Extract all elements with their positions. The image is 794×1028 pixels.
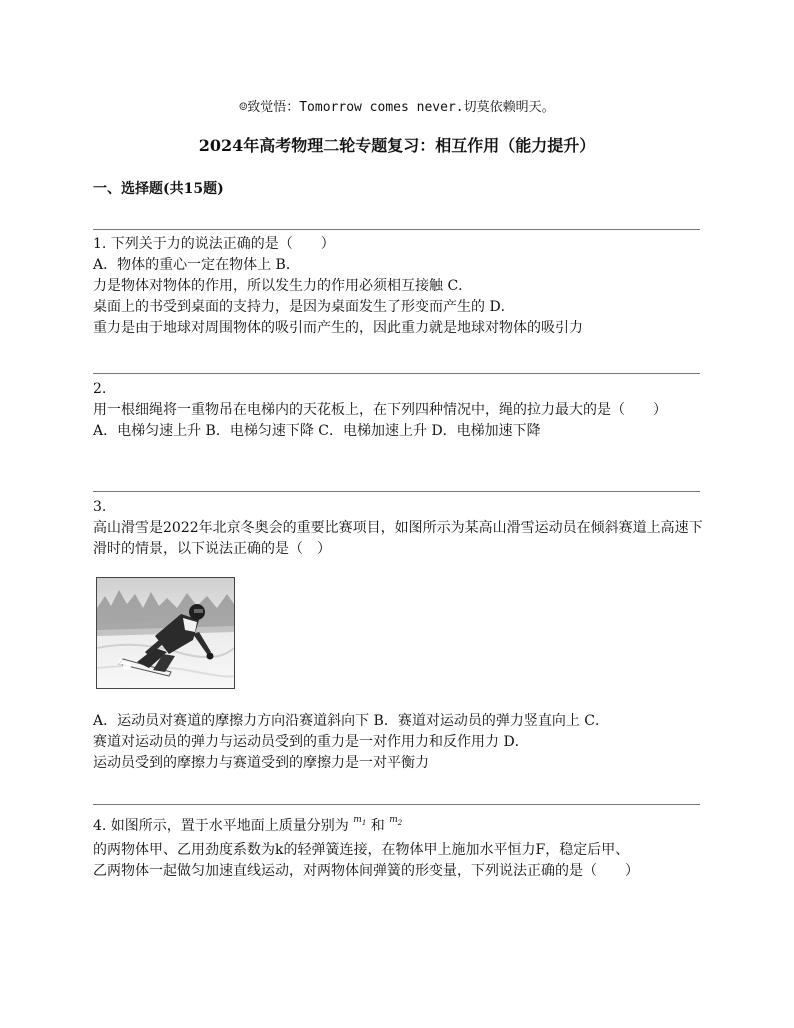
mass-m1: m1 bbox=[353, 815, 367, 827]
question-2-options: A．电梯匀速上升 B．电梯匀速下降 C．电梯加速上升 D．电梯加速下降 bbox=[93, 423, 541, 439]
question-4-and: 和 bbox=[370, 818, 385, 834]
mass-m2: m2 bbox=[389, 815, 403, 827]
question-2 bbox=[93, 379, 703, 442]
question-1-line: 桌面上的书受到桌面的支持力，是因为桌面发生了形变而产生的 D． bbox=[93, 299, 515, 315]
motto-line: ☺致觉悟：Tomorrow comes never.切莫依赖明天。 bbox=[239, 100, 555, 115]
question-3-line: 赛道对运动员的弹力与运动员受到的重力是一对作用力和反作用力 D． bbox=[93, 734, 529, 750]
question-3-line: 运动员受到的摩擦力与赛道受到的摩擦力是一对平衡力 bbox=[93, 755, 429, 771]
question-4-prefix: 4. 如图所示，置于水平地面上质量分别为 bbox=[93, 818, 349, 834]
question-3-number: 3. bbox=[93, 499, 107, 515]
question-4-stem bbox=[93, 816, 703, 840]
section-heading: 一、选择题(共15题) bbox=[93, 181, 224, 197]
snowboarder-icon bbox=[97, 578, 234, 688]
question-divider bbox=[93, 804, 700, 805]
question-divider bbox=[93, 229, 700, 230]
question-divider bbox=[93, 373, 700, 374]
question-1-line: 力是物体对物体的作用，所以发生力的作用必须相互接触 C． bbox=[93, 278, 473, 294]
question-divider bbox=[93, 491, 700, 492]
question-3 bbox=[93, 497, 703, 560]
question-1 bbox=[93, 234, 703, 339]
question-1-line: A．物体的重心一定在物体上 B． bbox=[93, 257, 300, 273]
question-3-options bbox=[93, 711, 703, 774]
snowboarder-photo bbox=[96, 577, 235, 689]
question-2-stem: 用一根细绳将一重物吊在电梯内的天花板上，在下列四种情况中，绳的拉力最大的是（ ） bbox=[93, 402, 667, 418]
question-1-line: 重力是由于地球对周围物体的吸引而产生的，因此重力就是地球对物体的吸引力 bbox=[93, 320, 583, 336]
question-3-stem: 高山滑雪是2022年北京冬奥会的重要比赛项目，如图所示为某高山滑雪运动员在倾斜赛道上高速下滑时的情景，以下说法正确的是（ ） bbox=[93, 520, 703, 557]
question-4-line: 的两物体甲、乙用劲度系数为k的轻弹簧连接，在物体甲上施加水平恒力F，稳定后甲、 bbox=[93, 841, 630, 858]
question-3-line: A．运动员对赛道的摩擦力方向沿赛道斜向下 B．赛道对运动员的弹力竖直向上 C． bbox=[93, 713, 610, 729]
question-1-stem: 1. 下列关于力的说法正确的是（ ） bbox=[93, 236, 335, 252]
page-title: 2024年高考物理二轮专题复习：相互作用（能力提升） bbox=[198, 136, 596, 155]
question-4 bbox=[93, 816, 703, 882]
question-4-line: 乙两物体一起做匀加速直线运动，对两物体间弹簧的形变量，下列说法正确的是（ ） bbox=[93, 862, 639, 879]
question-2-number: 2. bbox=[93, 381, 107, 397]
